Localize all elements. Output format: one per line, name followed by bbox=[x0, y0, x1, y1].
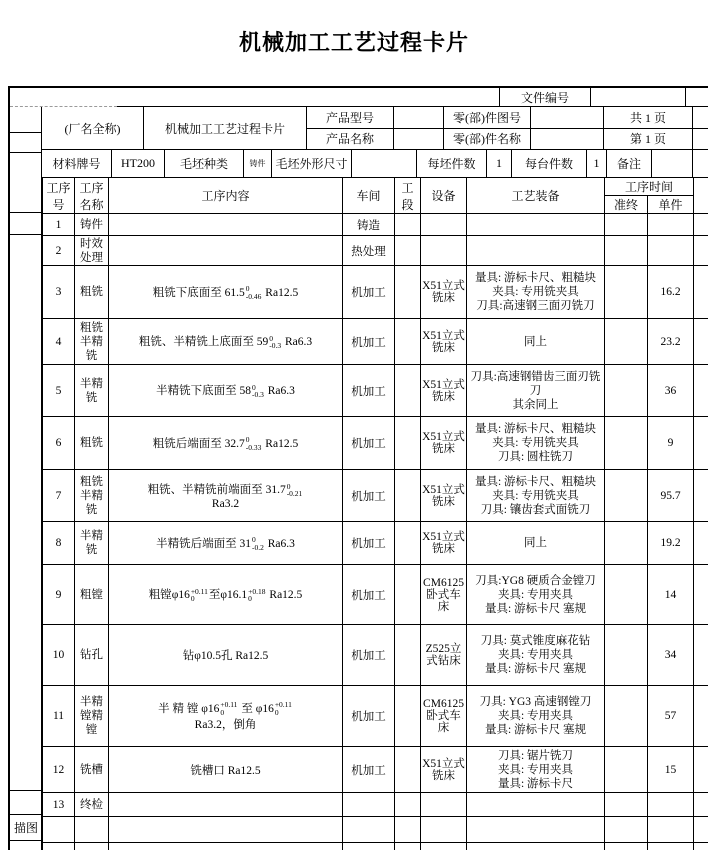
prep-time-cell bbox=[605, 470, 648, 522]
part-drawing-no-value bbox=[531, 107, 604, 128]
equipment-cell bbox=[421, 793, 467, 817]
op-content-cell: 粗铣、半精铣上底面至 59 0 -0.3 Ra6.3 bbox=[109, 319, 343, 365]
equipment-cell bbox=[421, 843, 467, 850]
margin-divider bbox=[10, 234, 42, 235]
tooling-cell bbox=[467, 817, 605, 843]
cut-cell bbox=[694, 236, 708, 266]
unit-time-cell bbox=[648, 214, 694, 236]
page-title: 机械加工工艺过程卡片 bbox=[238, 30, 469, 55]
info-top-rows bbox=[42, 107, 708, 150]
unit-time-cell: 9 bbox=[648, 417, 694, 470]
equipment-cell: CM6125卧式车床 bbox=[421, 565, 467, 625]
product-model-row bbox=[307, 107, 708, 128]
tooling-cell: 刀具: 锯片铣刀 夹具: 专用夹具 量具: 游标卡尺 bbox=[467, 747, 605, 793]
part-name-label: 零(部)件名称 bbox=[444, 129, 531, 150]
blank-size-label: 毛坯外形尺寸 bbox=[272, 150, 352, 177]
cut-cell bbox=[693, 129, 708, 150]
cut-cell bbox=[694, 843, 708, 850]
unit-time-cell bbox=[648, 236, 694, 266]
unit-time-cell bbox=[648, 843, 694, 850]
dimension: 61.5 0 -0.46 bbox=[224, 284, 262, 301]
process-row bbox=[43, 817, 708, 843]
workshop-cell: 机加工 bbox=[343, 319, 395, 365]
per-blank-label: 每坯件数 bbox=[417, 150, 487, 177]
margin-divider bbox=[10, 212, 42, 213]
equipment-cell: X51立式铣床 bbox=[421, 319, 467, 365]
equipment-cell: X51立式铣床 bbox=[421, 747, 467, 793]
header-op-content: 工序内容 bbox=[109, 178, 343, 214]
tooling-cell: 同上 bbox=[467, 319, 605, 365]
unit-time-cell bbox=[648, 793, 694, 817]
unit-time-cell: 23.2 bbox=[648, 319, 694, 365]
per-blank-value: 1 bbox=[487, 150, 512, 177]
blank-type-label: 毛坯种类 bbox=[165, 150, 244, 177]
tooling-cell: 刀具:YG8 硬质合金镗刀 夹具: 专用夹具 量具: 游标卡尺 塞规 bbox=[467, 565, 605, 625]
workshop-cell: 机加工 bbox=[343, 266, 395, 319]
section-cell bbox=[395, 214, 421, 236]
op-no-cell: 11 bbox=[43, 686, 75, 747]
equipment-cell: X51立式铣床 bbox=[421, 266, 467, 319]
op-content-cell bbox=[109, 817, 343, 843]
process-row bbox=[43, 686, 708, 747]
dimension: φ16 +0.11 0 bbox=[201, 700, 238, 717]
section-cell bbox=[395, 522, 421, 565]
dimension: 31 0 -0.2 bbox=[239, 535, 264, 552]
prep-time-cell bbox=[605, 793, 648, 817]
op-content-cell: 粗铣后端面至 32.7 0 -0.33 Ra12.5 bbox=[109, 417, 343, 470]
op-no-cell: 9 bbox=[43, 565, 75, 625]
tooling-cell: 量具: 游标卡尺、粗糙块 夹具: 专用铣夹具 刀具: 圆柱铣刀 bbox=[467, 417, 605, 470]
header-tooling: 工艺装备 bbox=[467, 178, 605, 214]
op-no-cell: 7 bbox=[43, 470, 75, 522]
total-pages: 共 1 页 bbox=[604, 107, 693, 128]
workshop-cell bbox=[343, 793, 395, 817]
prep-time-cell bbox=[605, 565, 648, 625]
page-number: 第 1 页 bbox=[604, 129, 693, 150]
op-content-cell: 半精铣下底面至 58 0 -0.3 Ra6.3 bbox=[109, 365, 343, 417]
equipment-cell: X51立式铣床 bbox=[421, 522, 467, 565]
tooling-cell bbox=[467, 843, 605, 850]
cut-cell bbox=[694, 686, 708, 747]
section-cell bbox=[395, 319, 421, 365]
op-name-cell: 粗铣 bbox=[75, 417, 109, 470]
equipment-cell bbox=[421, 236, 467, 266]
cut-cell bbox=[693, 107, 708, 128]
section-cell bbox=[395, 236, 421, 266]
info-right-block bbox=[307, 107, 708, 149]
dimension: 31.7 0 -0.21 bbox=[265, 481, 303, 499]
workshop-cell: 机加工 bbox=[343, 522, 395, 565]
workshop-cell bbox=[343, 817, 395, 843]
op-content-cell: 钻φ10.5孔 Ra12.5 bbox=[109, 625, 343, 686]
tooling-cell bbox=[467, 214, 605, 236]
product-name-label: 产品名称 bbox=[307, 129, 394, 150]
section-cell bbox=[395, 843, 421, 850]
process-row bbox=[43, 214, 708, 236]
dimension: 58 0 -0.3 bbox=[239, 382, 264, 400]
file-number-cut-cell bbox=[685, 88, 708, 106]
material-row bbox=[42, 150, 708, 177]
op-name-cell: 铣槽 bbox=[75, 747, 109, 793]
workshop-cell: 机加工 bbox=[343, 686, 395, 747]
unit-time-cell: 14 bbox=[648, 565, 694, 625]
header-unit-time: 单件 bbox=[648, 196, 694, 214]
product-name-value bbox=[394, 129, 444, 150]
op-name-cell: 终检 bbox=[75, 793, 109, 817]
margin-divider bbox=[10, 790, 42, 791]
cut-cell bbox=[694, 565, 708, 625]
cut-cell bbox=[694, 522, 708, 565]
unit-time-cell: 34 bbox=[648, 625, 694, 686]
op-content-cell: 半 精 镗 φ16 +0.11 0 至 φ16 +0.11 0 Ra3.2，倒角 bbox=[109, 686, 343, 747]
prep-time-cell bbox=[605, 365, 648, 417]
section-cell bbox=[395, 686, 421, 747]
equipment-cell: CM6125卧式车床 bbox=[421, 686, 467, 747]
op-content-cell: 粗铣下底面至 61.5 0 -0.46 Ra12.5 bbox=[109, 266, 343, 319]
op-content-cell: 粗铣、半精铣前端面至 31.7 0 -0.21 Ra3.2 bbox=[109, 470, 343, 522]
blank-type-value: 铸件 bbox=[244, 150, 272, 177]
workshop-cell: 机加工 bbox=[343, 417, 395, 470]
op-no-cell: 10 bbox=[43, 625, 75, 686]
cut-cell bbox=[694, 319, 708, 365]
unit-time-cell bbox=[648, 817, 694, 843]
header-prep-time: 准终 bbox=[605, 196, 648, 214]
margin-divider bbox=[10, 840, 42, 841]
unit-time-cell: 36 bbox=[648, 365, 694, 417]
op-content-cell: 铣槽口 Ra12.5 bbox=[109, 747, 343, 793]
op-no-cell: 3 bbox=[43, 266, 75, 319]
op-name-cell bbox=[75, 817, 109, 843]
section-cell bbox=[395, 470, 421, 522]
process-row bbox=[43, 365, 708, 417]
tooling-cell bbox=[467, 236, 605, 266]
workshop-cell: 铸造 bbox=[343, 214, 395, 236]
unit-time-cell: 95.7 bbox=[648, 470, 694, 522]
prep-time-cell bbox=[605, 686, 648, 747]
op-content-cell bbox=[109, 843, 343, 850]
cut-cell bbox=[694, 470, 708, 522]
margin-divider bbox=[10, 132, 42, 133]
dimension: φ16.1 +0.18 0 bbox=[220, 586, 266, 604]
op-no-cell bbox=[43, 817, 75, 843]
process-row bbox=[43, 522, 708, 565]
blank-size-value bbox=[352, 150, 417, 177]
op-no-cell bbox=[43, 843, 75, 850]
product-model-value bbox=[394, 107, 444, 128]
section-cell bbox=[395, 625, 421, 686]
process-row bbox=[43, 266, 708, 319]
workshop-cell: 机加工 bbox=[343, 365, 395, 417]
material-grade-label: 材料牌号 bbox=[42, 150, 112, 177]
tracing-label: 描图 bbox=[13, 820, 38, 835]
op-name-cell: 半精铣 bbox=[75, 365, 109, 417]
op-name-cell: 粗铣半精铣 bbox=[75, 470, 109, 522]
process-row bbox=[43, 625, 708, 686]
per-unit-value: 1 bbox=[587, 150, 607, 177]
equipment-cell: Z525立式钻床 bbox=[421, 625, 467, 686]
tooling-cell: 刀具: 莫式锥度麻花钻 夹具: 专用夹具 量具: 游标卡尺 塞规 bbox=[467, 625, 605, 686]
binding-margin-column bbox=[10, 107, 42, 850]
remark-value bbox=[652, 150, 693, 177]
remark-label: 备注 bbox=[607, 150, 652, 177]
unit-time-cell: 57 bbox=[648, 686, 694, 747]
prep-time-cell bbox=[605, 522, 648, 565]
prep-time-cell bbox=[605, 319, 648, 365]
op-name-cell: 铸件 bbox=[75, 214, 109, 236]
cut-cell bbox=[693, 150, 708, 177]
op-no-cell: 8 bbox=[43, 522, 75, 565]
cut-cell bbox=[694, 417, 708, 470]
op-content-cell bbox=[109, 793, 343, 817]
op-name-cell bbox=[75, 843, 109, 850]
op-name-cell: 粗铣半精铣 bbox=[75, 319, 109, 365]
process-row bbox=[43, 319, 708, 365]
op-name-cell: 半精铣 bbox=[75, 522, 109, 565]
part-name-value bbox=[531, 129, 604, 150]
unit-time-cell: 19.2 bbox=[648, 522, 694, 565]
cut-cell bbox=[694, 747, 708, 793]
file-number-spacer bbox=[10, 88, 499, 106]
tooling-cell bbox=[467, 793, 605, 817]
file-number-value bbox=[591, 88, 685, 106]
equipment-cell: X51立式铣床 bbox=[421, 470, 467, 522]
file-number-label: 文件编号 bbox=[499, 88, 591, 106]
header-cut-col bbox=[694, 178, 708, 214]
op-content-cell: 半精铣后端面至 31 0 -0.2 Ra6.3 bbox=[109, 522, 343, 565]
prep-time-cell bbox=[605, 266, 648, 319]
header-op-time: 工序时间 bbox=[605, 178, 694, 196]
op-content-cell: 粗镗φ16 +0.11 0 至φ16.1 +0.18 0 Ra12.5 bbox=[109, 565, 343, 625]
tooling-cell: 刀具: YG3 高速钢镗刀 夹具: 专用夹具 量具: 游标卡尺 塞规 bbox=[467, 686, 605, 747]
cut-cell bbox=[694, 365, 708, 417]
header-section: 工段 bbox=[395, 178, 421, 214]
company-name-cell: (厂名全称) bbox=[42, 107, 144, 149]
section-cell bbox=[395, 817, 421, 843]
section-cell bbox=[395, 793, 421, 817]
process-row bbox=[43, 236, 708, 266]
op-no-cell: 12 bbox=[43, 747, 75, 793]
equipment-cell bbox=[421, 817, 467, 843]
prep-time-cell bbox=[605, 747, 648, 793]
equipment-cell: X51立式铣床 bbox=[421, 417, 467, 470]
op-name-cell: 粗铣 bbox=[75, 266, 109, 319]
cut-cell bbox=[694, 793, 708, 817]
dimension: φ16 +0.11 0 bbox=[171, 586, 208, 604]
op-no-cell: 2 bbox=[43, 236, 75, 266]
process-card bbox=[8, 86, 708, 850]
section-cell bbox=[395, 365, 421, 417]
op-name-cell: 半精镗精镗 bbox=[75, 686, 109, 747]
process-row bbox=[43, 417, 708, 470]
tooling-cell: 同上 bbox=[467, 522, 605, 565]
op-name-cell: 时效处理 bbox=[75, 236, 109, 266]
info-header bbox=[42, 107, 708, 177]
workshop-cell: 热处理 bbox=[343, 236, 395, 266]
op-no-cell: 4 bbox=[43, 319, 75, 365]
workshop-cell bbox=[343, 843, 395, 850]
op-no-cell: 6 bbox=[43, 417, 75, 470]
op-no-cell: 1 bbox=[43, 214, 75, 236]
header-op-name: 工序名称 bbox=[75, 178, 109, 214]
op-name-cell: 钻孔 bbox=[75, 625, 109, 686]
prep-time-cell bbox=[605, 625, 648, 686]
prep-time-cell bbox=[605, 817, 648, 843]
equipment-cell: X51立式铣床 bbox=[421, 365, 467, 417]
cut-cell bbox=[694, 817, 708, 843]
dimension: φ16 +0.11 0 bbox=[255, 700, 292, 717]
unit-time-cell: 15 bbox=[648, 747, 694, 793]
process-row bbox=[43, 793, 708, 817]
process-table bbox=[42, 177, 708, 850]
process-row bbox=[43, 843, 708, 850]
prep-time-cell bbox=[605, 843, 648, 850]
unit-time-cell: 16.2 bbox=[648, 266, 694, 319]
tooling-cell: 刀具:高速钢错齿三面刃铣刀 其余同上 bbox=[467, 365, 605, 417]
header-workshop: 车间 bbox=[343, 178, 395, 214]
equipment-cell bbox=[421, 214, 467, 236]
product-name-row bbox=[307, 128, 708, 150]
workshop-cell: 机加工 bbox=[343, 747, 395, 793]
tooling-cell: 量具: 游标卡尺、粗糙块 夹具: 专用铣夹具 刀具: 镶齿套式面铣刀 bbox=[467, 470, 605, 522]
part-drawing-no-label: 零(部)件图号 bbox=[444, 107, 531, 128]
margin-divider bbox=[10, 152, 42, 153]
process-row bbox=[43, 747, 708, 793]
header-equipment: 设备 bbox=[421, 178, 467, 214]
workshop-cell: 机加工 bbox=[343, 470, 395, 522]
section-cell bbox=[395, 565, 421, 625]
prep-time-cell bbox=[605, 236, 648, 266]
op-content-cell bbox=[109, 236, 343, 266]
workshop-cell: 机加工 bbox=[343, 565, 395, 625]
workshop-cell: 机加工 bbox=[343, 625, 395, 686]
card-name-cell: 机械加工工艺过程卡片 bbox=[144, 107, 307, 149]
op-no-cell: 5 bbox=[43, 365, 75, 417]
cut-cell bbox=[694, 266, 708, 319]
material-grade-value: HT200 bbox=[112, 150, 165, 177]
section-cell bbox=[395, 417, 421, 470]
op-no-cell: 13 bbox=[43, 793, 75, 817]
tooling-cell: 量具: 游标卡尺、粗糙块 夹具: 专用铣夹具 刀具:高速钢三面刃铣刀 bbox=[467, 266, 605, 319]
prep-time-cell bbox=[605, 417, 648, 470]
prep-time-cell bbox=[605, 214, 648, 236]
section-cell bbox=[395, 747, 421, 793]
file-number-row bbox=[10, 88, 708, 107]
per-unit-label: 每台件数 bbox=[512, 150, 587, 177]
header-op-no: 工序号 bbox=[43, 178, 75, 214]
process-row bbox=[43, 470, 708, 522]
section-cell bbox=[395, 266, 421, 319]
op-content-cell bbox=[109, 214, 343, 236]
cut-cell bbox=[694, 214, 708, 236]
cut-cell bbox=[694, 625, 708, 686]
dimension: 59 0 -0.3 bbox=[256, 333, 282, 351]
product-model-label: 产品型号 bbox=[307, 107, 394, 128]
dimension: 32.7 0 -0.33 bbox=[224, 435, 262, 452]
op-name-cell: 粗镗 bbox=[75, 565, 109, 625]
process-row bbox=[43, 565, 708, 625]
